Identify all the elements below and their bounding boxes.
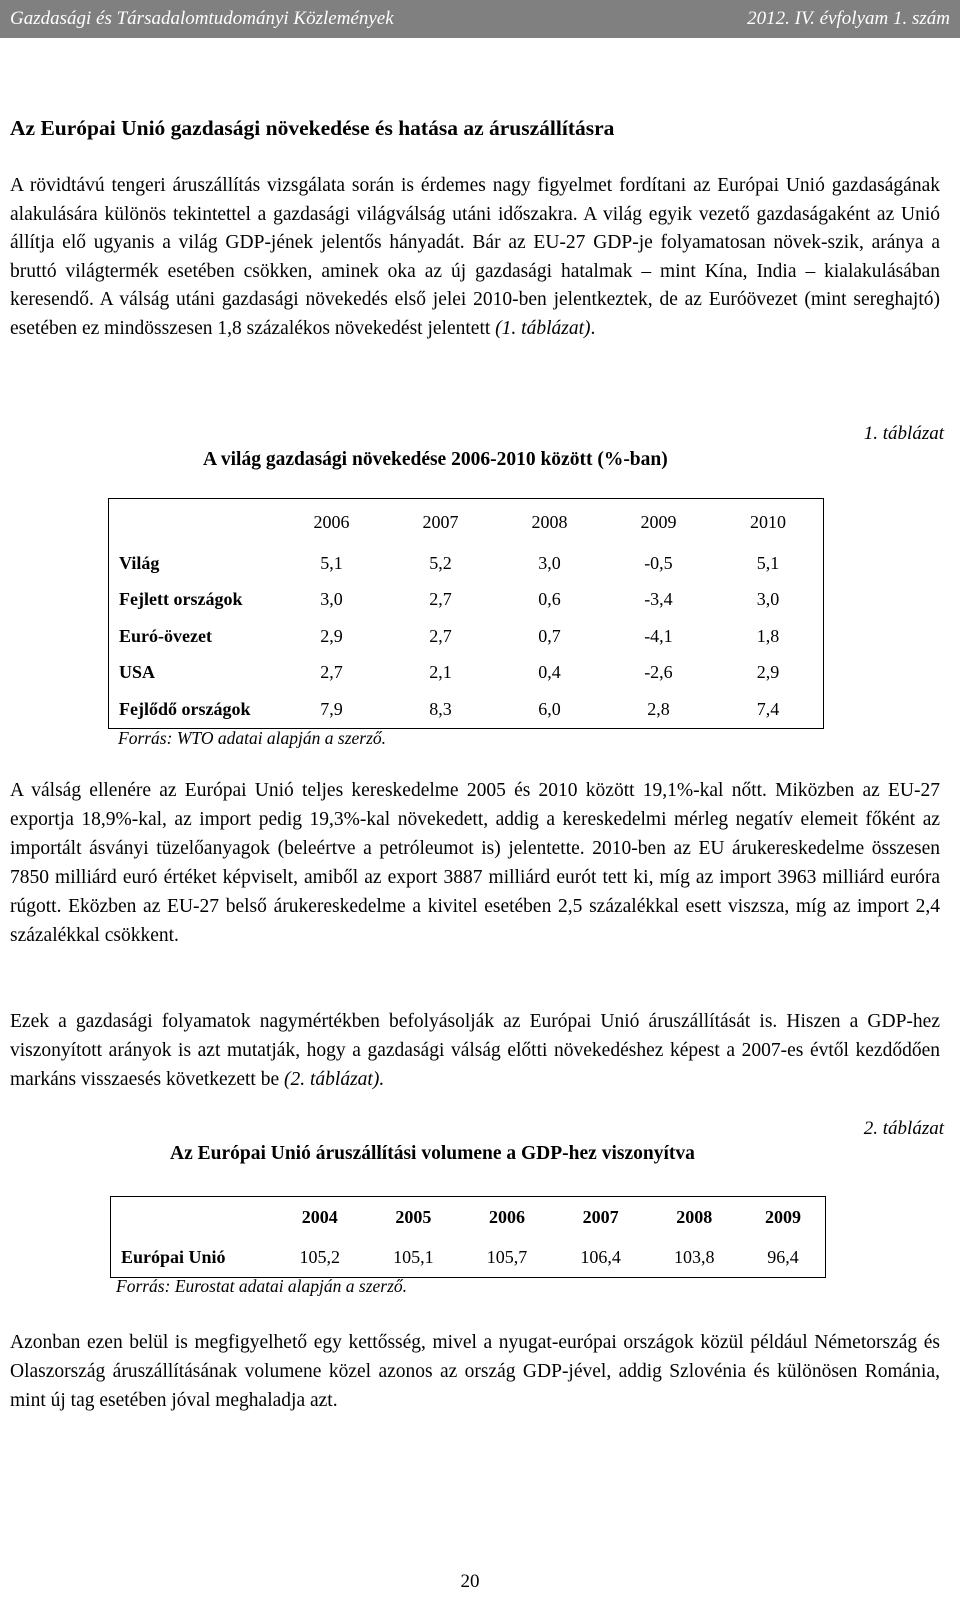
table-row	[109, 582, 824, 619]
column-header: 2006	[313, 511, 350, 532]
row-label: Fejlett országok	[119, 589, 243, 610]
table-cell: 2,7	[429, 625, 452, 646]
table-row	[109, 691, 824, 728]
table1-reference: (1. táblázat)	[495, 317, 591, 339]
paragraph-intro-text: A rövidtávú tengeri áruszállítás vizsgálata során is érdemes nagy figyelmet fordítani az Európai Unió gazdaságának alakulására különös tekintettel a gazdasági világválság utáni időszakra. A világ egyik vezető gazdaságaként az Unió állítja elő ugyanis a világ GDP-jének jelentős hányadát. Bár az EU-27 GDP-je folyamatosan növek-szik, aránya a bruttó világtermék esetében csökken, aminek oka az új gazdasági hatalmak – mint Kína, India – kialakulásában keresendő. A válság utáni gazdasági növekedés első jelei 2010-ben jelentkeztek, de az Euróövezet (mint sereghajtó) esetében ez mindösszesen 1,8 százalékos növekedést jelentett	[10, 175, 940, 339]
table-cell: 2,1	[429, 662, 452, 683]
table-row	[109, 545, 824, 582]
column-header: 2008	[531, 511, 568, 532]
table-cell: 7,4	[756, 698, 780, 719]
journal-title: Gazdasági és Társadalomtudományi Közlemények	[10, 8, 394, 29]
table-cell: 96,4	[767, 1246, 799, 1267]
table-cell: 105,1	[393, 1246, 434, 1267]
table-cell: -4,1	[644, 625, 673, 646]
column-header: 2004	[301, 1206, 338, 1227]
table-cell: 3,0	[538, 552, 561, 573]
section-title: Az Európai Unió gazdasági növekedése és hatása az áruszállításra	[10, 116, 615, 140]
column-header: 2007	[582, 1206, 619, 1227]
eu-transport-volume-table	[110, 1196, 826, 1278]
table1-title: A világ gazdasági növekedése 2006-2010 között (%-ban)	[203, 449, 668, 470]
row-label: USA	[119, 662, 156, 683]
table-cell: 105,7	[486, 1246, 528, 1267]
paragraph-trade: A válság ellenére az Európai Unió teljes kereskedelme 2005 és 2010 között 19,1%-kal nőtt. Miközben az EU-27 exportja 18,9%-kal, az import pedig 19,3%-kal növekedett, addig a kereskedelmi mérleg negatív elemeit főként az importált ásványi tüzelőanyagok (beleértve a petróleumot is) jelentette. 2010-ben az EU árukereskedelme összesen 7850 milliárd euró értéket képviselt, amiből az export 3887 milliárd eurót tett ki, míg az import 3963 milliárd euróra rúgott. Eközben az EU-27 belső árukereskedelme a kivitel esetében 2,5 százalékkal esett viszsza, míg az import 2,4 százalékkal csökkent.	[10, 780, 940, 946]
paragraph-transport-text: Ezek a gazdasági folyamatok nagymértékben befolyásolják az Európai Unió áruszállítását is. Hiszen a GDP-hez viszonyított arányok is azt mutatják, hogy a gazdasági válság előtti növekedéshez képest a 2007-es évtől kezdődően markáns visszaesés következett be	[10, 1011, 940, 1090]
table1-label: 1. táblázat	[863, 423, 944, 444]
world-growth-table	[108, 498, 824, 729]
table-cell: 5,1	[756, 552, 780, 573]
paragraph-duality: Azonban ezen belül is megfigyelhető egy kettősség, mivel a nyugat-európai országok közül például Németország és Olaszország áruszállításának volumene közel azonos az ország GDP-jével, addig Szlovénia és különösen Románia, mint új tag esetében jóval meghaladja azt.	[10, 1332, 940, 1411]
table-cell: 106,4	[580, 1246, 621, 1267]
table-cell: 5,2	[429, 552, 452, 573]
table-header-row	[111, 1197, 826, 1238]
table-cell: 0,6	[538, 589, 561, 610]
table-cell: 2,7	[429, 589, 452, 610]
column-header: 2007	[422, 511, 459, 532]
table2-label: 2. táblázat	[863, 1118, 944, 1139]
table-row	[111, 1237, 826, 1278]
column-header: 2006	[489, 1206, 526, 1227]
table-cell: 3,0	[320, 589, 343, 610]
table-cell: 5,1	[320, 552, 343, 573]
table-cell: 8,3	[429, 698, 452, 719]
table-corner-cell	[111, 1197, 274, 1238]
table-cell: 103,8	[673, 1246, 715, 1267]
column-header: 2010	[749, 511, 786, 532]
table-cell: 7,9	[320, 698, 343, 719]
table-cell: 105,2	[299, 1246, 341, 1267]
table-corner-cell	[109, 499, 278, 546]
paragraph-intro	[10, 172, 940, 343]
column-header: 2005	[395, 1206, 432, 1227]
table-row	[109, 618, 824, 655]
table-cell: 2,8	[647, 698, 670, 719]
row-label: Európai Unió	[121, 1246, 226, 1267]
table-cell: 0,7	[538, 625, 561, 646]
row-label: Euró-övezet	[119, 625, 212, 646]
row-label: Fejlődő országok	[119, 698, 251, 719]
issue-info: 2012. IV. évfolyam 1. szám	[747, 8, 950, 29]
table-cell: -0,5	[644, 552, 673, 573]
table-header-row	[109, 499, 824, 546]
column-header: 2008	[676, 1206, 713, 1227]
column-header: 2009	[765, 1206, 802, 1227]
row-label: Világ	[119, 552, 160, 573]
paragraph-transport	[10, 1007, 940, 1094]
table-cell: 2,9	[320, 625, 343, 646]
table2-source: Forrás: Eurostat adatai alapján a szerző.	[116, 1276, 408, 1296]
table-cell: 2,7	[320, 662, 343, 683]
table-cell: 6,0	[538, 698, 561, 719]
table2-title: Az Európai Unió áruszállítási volumene a GDP-hez viszonyítva	[170, 1143, 695, 1164]
column-header: 2009	[640, 511, 677, 532]
table-cell: 0,4	[538, 662, 561, 683]
table-cell: 1,8	[756, 625, 780, 646]
table-cell: -2,6	[644, 662, 673, 683]
table1-source: Forrás: WTO adatai alapján a szerző.	[118, 728, 387, 748]
paragraph-intro-end: .	[590, 317, 596, 339]
page-number: 20	[460, 1571, 480, 1592]
table-cell: -3,4	[644, 589, 673, 610]
journal-header	[0, 0, 960, 38]
table-cell: 3,0	[756, 589, 780, 610]
table2-reference: (2. táblázat).	[283, 1069, 385, 1090]
table-row	[109, 655, 824, 692]
table-cell: 2,9	[756, 662, 780, 683]
